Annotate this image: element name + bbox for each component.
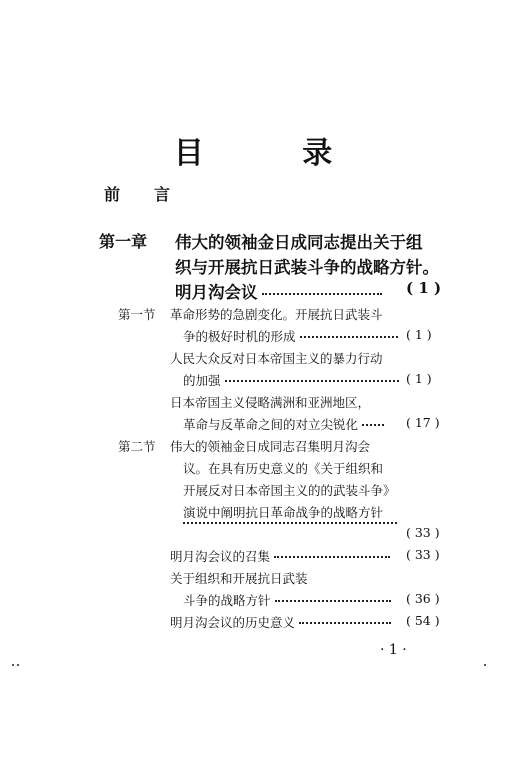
toc-entry-line — [183, 591, 395, 609]
toc-entry-text: 革命与反革命之间的对立尖锐化 — [183, 417, 359, 432]
toc-entry-line — [183, 327, 402, 345]
toc-entry-line — [183, 415, 388, 433]
toc-entry-line — [179, 525, 401, 527]
leader-dots — [262, 293, 382, 295]
toc-entry-text: 斗争的战略方针 — [183, 593, 271, 608]
scan-speck — [12, 664, 14, 666]
leader-dots — [183, 522, 397, 524]
chapter-1-title-end: 明月沟会议 — [175, 283, 258, 302]
toc-entry-line: 日本帝国主义侵略满洲和亚洲地区， — [170, 395, 371, 410]
leader-dots — [299, 622, 391, 624]
toc-entry-text: 的加强 — [183, 373, 221, 388]
toc-entry-line: 开展反对日本帝国主义的的武装斗争》 — [183, 483, 396, 498]
toc-entry-line — [170, 613, 395, 631]
toc-entry-line — [170, 547, 394, 565]
chapter-1-page: ( 1 ) — [406, 279, 442, 297]
toc-entry-line: 人民大众反对日本帝国主义的暴力行动 — [170, 351, 383, 366]
toc-entry-text: 明月沟会议的历史意义 — [170, 615, 296, 630]
scan-speck — [17, 664, 19, 666]
toc-entry-line: 议。在具有历史意义的《关于组织和 — [183, 461, 384, 476]
toc-page-ref: ( 1 ) — [406, 371, 432, 386]
leader-dots — [275, 600, 391, 602]
leader-dots — [300, 336, 398, 338]
toc-page-ref: ( 17 ) — [406, 415, 440, 430]
section-1-label: 第一节 — [118, 307, 156, 322]
leader-dots — [274, 556, 390, 558]
section-2-label: 第二节 — [118, 439, 156, 454]
chapter-1-title-line — [175, 279, 386, 303]
page-number: · 1 · — [380, 642, 407, 658]
leader-dots — [225, 380, 399, 382]
toc-page-ref: ( 54 ) — [406, 613, 440, 628]
toc-entry-text: 争的极好时机的形成 — [183, 329, 296, 344]
toc-entry-line: 革命形势的急剧变化。开展抗日武装斗 — [170, 307, 383, 322]
toc-page-ref: ( 36 ) — [406, 591, 440, 606]
foreword-entry: 前言 — [104, 185, 205, 204]
chapter-1-title-line: 伟大的领袖金日成同志提出关于组 — [175, 233, 423, 252]
toc-entry-line: 演说中阐明抗日革命战争的战略方针 — [183, 505, 384, 520]
scan-speck — [484, 664, 486, 666]
toc-entry-line: 关于组织和开展抗日武装 — [170, 571, 308, 586]
toc-entry-line: 伟大的领袖金日成同志召集明月沟会 — [170, 439, 371, 454]
chapter-1-title-line: 织与开展抗日武装斗争的战略方针。 — [175, 258, 439, 277]
toc-page-ref: ( 1 ) — [406, 327, 432, 342]
page-title: 目 录 — [173, 136, 377, 171]
toc-entry-text: 明月沟会议的召集 — [170, 549, 271, 564]
toc-page-ref: ( 33 ) — [406, 547, 440, 562]
leader-dots — [362, 424, 384, 426]
chapter-1-label: 第一章 — [99, 232, 148, 251]
toc-page-ref: ( 33 ) — [406, 525, 440, 540]
toc-entry-line — [183, 371, 403, 389]
